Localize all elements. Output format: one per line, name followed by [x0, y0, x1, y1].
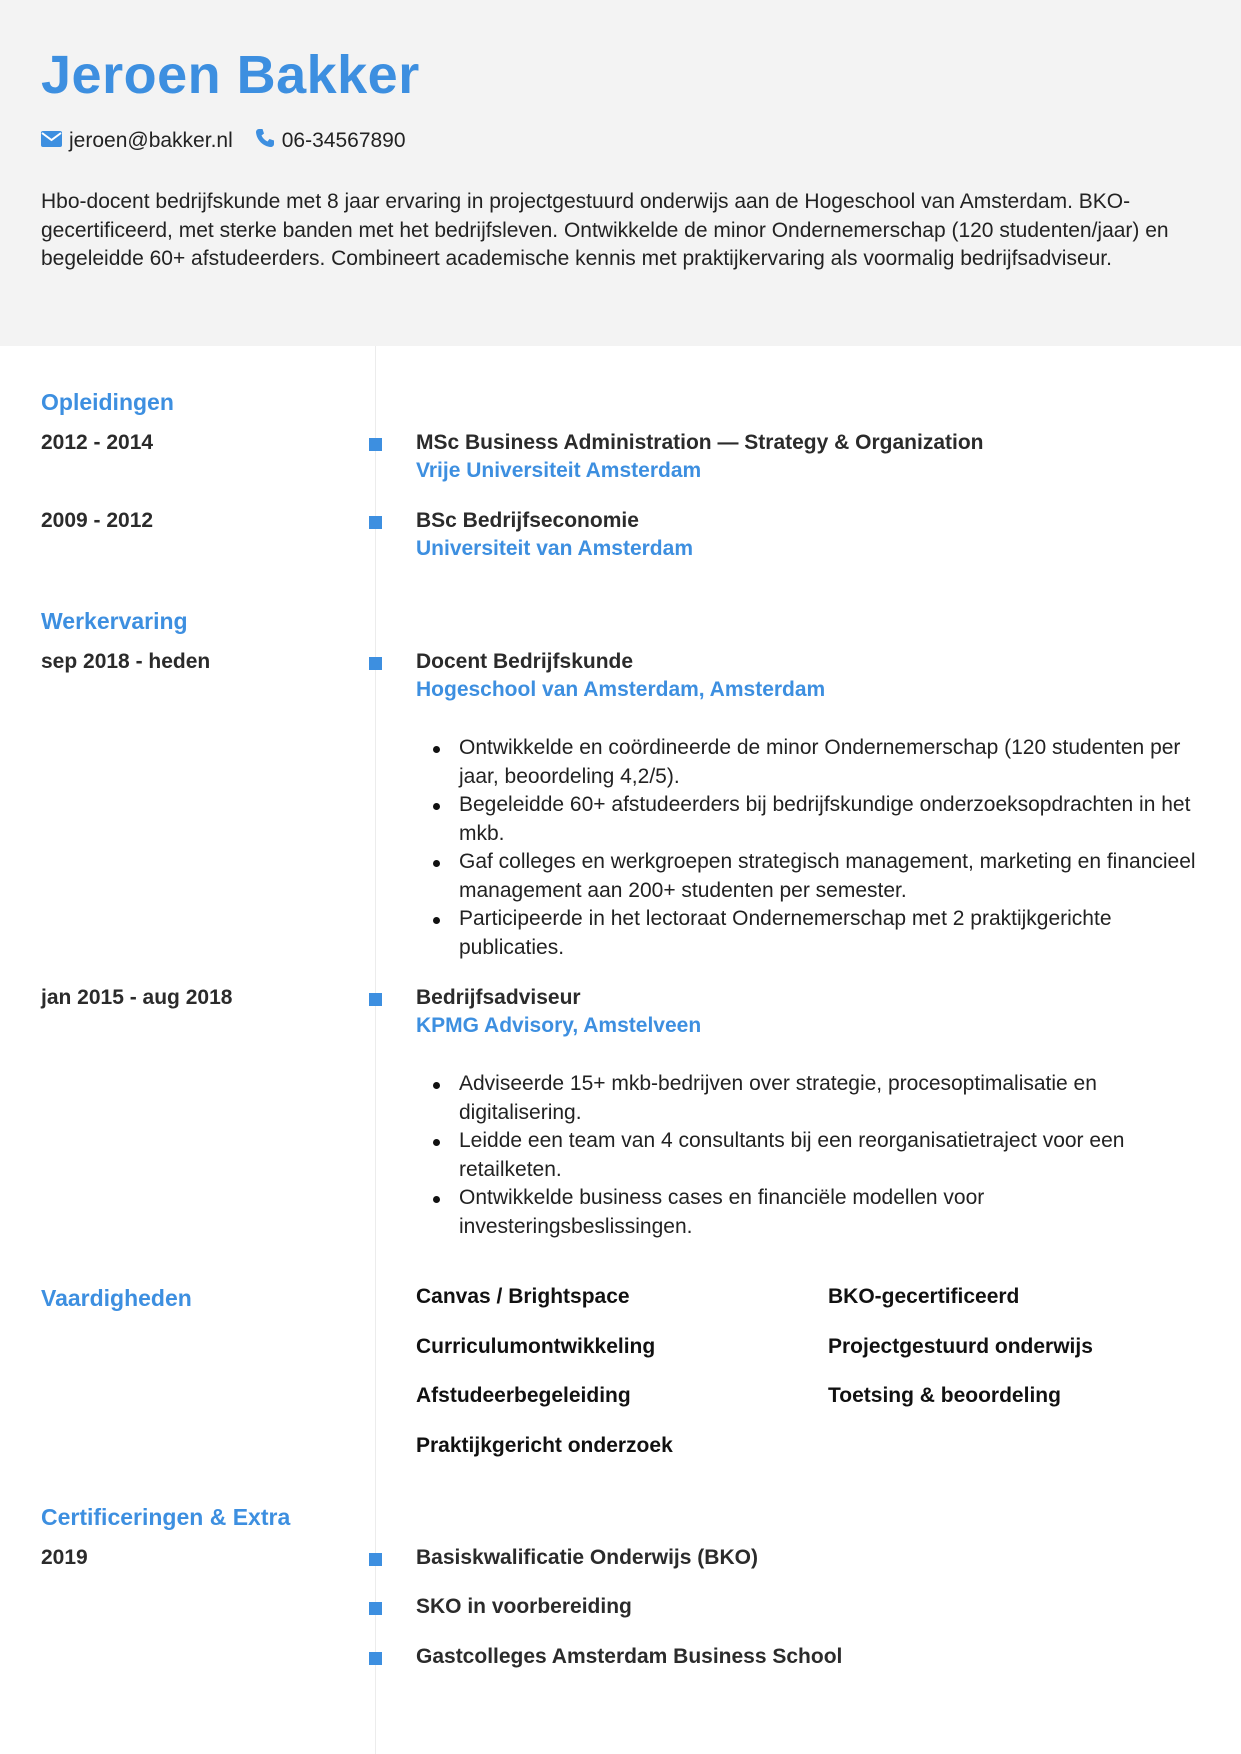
experience-bullets	[416, 734, 1196, 962]
education-date: 2009 - 2012	[41, 509, 154, 532]
timeline-divider	[375, 346, 376, 1754]
list-item: Adviseerde 15+ mkb-bedrijven over strategie, procesoptimalisatie en digitalisering.	[416, 1070, 1196, 1127]
list-item: Begeleidde 60+ afstudeerders bij bedrijfskundige onderzoeksopdrachten in het mkb.	[416, 791, 1196, 848]
skill-item: Canvas / Brightspace	[416, 1285, 630, 1308]
timeline-marker	[369, 657, 382, 670]
education-school: Vrije Universiteit Amsterdam	[416, 459, 702, 482]
timeline-marker	[369, 1602, 382, 1615]
email-text: jeroen@bakker.nl	[69, 129, 233, 152]
section-title-experience: Werkervaring	[41, 608, 188, 634]
experience-date: jan 2015 - aug 2018	[41, 986, 233, 1009]
certification-item: SKO in voorbereiding	[416, 1595, 632, 1618]
section-title-certifications: Certificeringen & Extra	[41, 1504, 291, 1530]
experience-role: Bedrijfsadviseur	[416, 986, 581, 1009]
education-school: Universiteit van Amsterdam	[416, 537, 693, 560]
email-contact[interactable]	[41, 129, 233, 153]
experience-bullets	[416, 1070, 1196, 1241]
candidate-name: Jeroen Bakker	[41, 45, 420, 105]
timeline-marker	[369, 993, 382, 1006]
timeline-marker	[369, 516, 382, 529]
education-date: 2012 - 2014	[41, 431, 154, 454]
list-item: Ontwikkelde business cases en financiële modellen voor investeringsbeslissingen.	[416, 1184, 1196, 1241]
header	[0, 0, 1241, 346]
timeline-marker	[369, 1652, 382, 1665]
skill-item: Toetsing & beoordeling	[828, 1384, 1061, 1407]
timeline-marker	[369, 1553, 382, 1566]
certification-item: Basiskwalificatie Onderwijs (BKO)	[416, 1546, 758, 1569]
phone-text: 06-34567890	[281, 129, 406, 152]
list-item: Ontwikkelde en coördineerde de minor Ondernemerschap (120 studenten per jaar, beoordeling 4,2/5).	[416, 734, 1196, 791]
experience-company: KPMG Advisory, Amstelveen	[416, 1014, 702, 1037]
skill-item: Afstudeerbegeleiding	[416, 1384, 631, 1407]
timeline-marker	[369, 438, 382, 451]
list-item: Participeerde in het lectoraat Ondernemerschap met 2 praktijkgerichte publicaties.	[416, 905, 1196, 962]
contact-row	[41, 128, 428, 154]
experience-date: sep 2018 - heden	[41, 650, 211, 673]
list-item: Leidde een team van 4 consultants bij een reorganisatietraject voor een retailketen.	[416, 1127, 1196, 1184]
section-title-skills: Vaardigheden	[41, 1285, 192, 1311]
education-degree: BSc Bedrijfseconomie	[416, 509, 639, 532]
skill-item: Praktijkgericht onderzoek	[416, 1434, 673, 1457]
phone-contact[interactable]	[255, 128, 406, 154]
certification-item: Gastcolleges Amsterdam Business School	[416, 1645, 843, 1668]
experience-role: Docent Bedrijfskunde	[416, 650, 634, 673]
phone-icon	[255, 128, 282, 154]
profile-summary: Hbo-docent bedrijfskunde met 8 jaar ervaring in projectgestuurd onderwijs aan de Hogeschool van Amsterdam. BKO-gecertificeerd, met sterke banden met het bedrijfsleven. Ontwikkelde de minor Ondernemerschap (120 studenten/jaar) en begeleidde 60+ afstudeerders. Combineert academische kennis met praktijkervaring als voormalig bedrijfsadviseur.	[41, 190, 1169, 270]
experience-company: Hogeschool van Amsterdam, Amsterdam	[416, 678, 826, 701]
skill-item: Curriculumontwikkeling	[416, 1335, 656, 1358]
envelope-icon	[41, 129, 69, 153]
skill-item: BKO-gecertificeerd	[828, 1285, 1020, 1308]
certification-date: 2019	[41, 1546, 88, 1569]
list-item: Gaf colleges en werkgroepen strategisch management, marketing en financieel management aan 200+ studenten per semester.	[416, 848, 1196, 905]
skill-item: Projectgestuurd onderwijs	[828, 1335, 1093, 1358]
section-title-education: Opleidingen	[41, 389, 174, 415]
education-degree: MSc Business Administration — Strategy & Organization	[416, 431, 984, 454]
